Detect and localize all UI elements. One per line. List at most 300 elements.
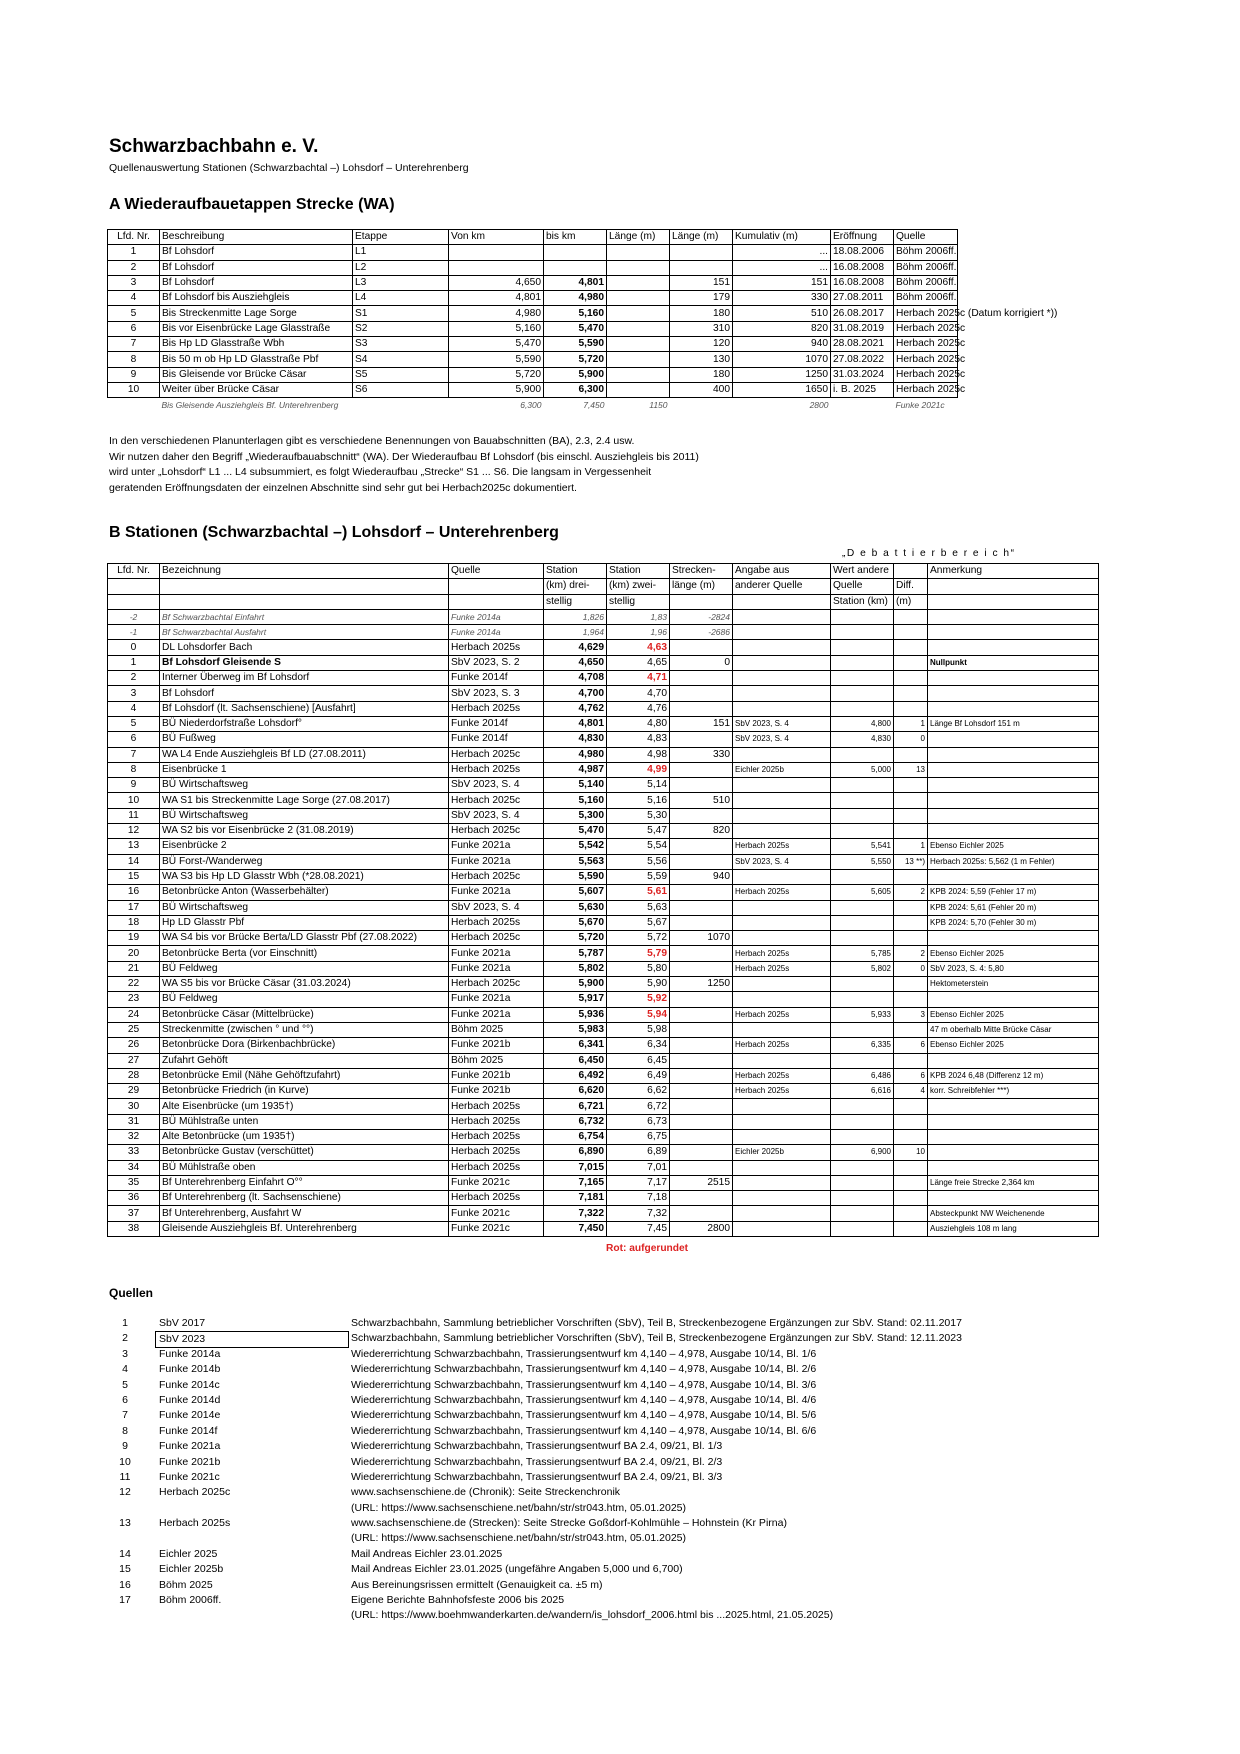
table-cell: 0 <box>894 732 928 747</box>
table-cell: Lfd. Nr. <box>108 230 160 245</box>
table-cell: 16 <box>108 885 160 900</box>
table-cell: Interner Überweg im Bf Lohsdorf <box>160 671 449 686</box>
table-cell: Herbach 2025s <box>733 1068 831 1083</box>
table-cell <box>670 732 733 747</box>
table-cell <box>670 1099 733 1114</box>
table-cell: 21 <box>108 961 160 976</box>
table-cell: BÜ Mühlstraße oben <box>160 1160 449 1175</box>
table-cell <box>733 1206 831 1221</box>
table-cell: Funke 2014a <box>449 609 544 624</box>
table-cell: 5,14 <box>607 778 670 793</box>
table-cell: 16.08.2008 <box>831 275 894 290</box>
table-cell: Ebenso Eichler 2025 <box>928 1007 1099 1022</box>
table-cell: 2 <box>894 885 928 900</box>
table-cell: 7,015 <box>544 1160 607 1175</box>
table-cell <box>894 900 928 915</box>
table-cell: 5,92 <box>607 992 670 1007</box>
table-cell: Funke 2021a <box>449 961 544 976</box>
table-cell: SbV 2023, S. 2 <box>449 655 544 670</box>
table-cell <box>733 1221 831 1236</box>
table-cell: 2 <box>894 946 928 961</box>
table-cell: 6,89 <box>607 1145 670 1160</box>
table-cell: 5,56 <box>607 854 670 869</box>
table-cell <box>894 625 928 640</box>
table-cell <box>831 977 894 992</box>
table-cell <box>670 671 733 686</box>
table-cell: 6,620 <box>544 1084 607 1099</box>
table-cell <box>670 1129 733 1144</box>
table-cell <box>733 778 831 793</box>
source-number: 10 <box>119 1455 131 1468</box>
table-cell: 6,73 <box>607 1114 670 1129</box>
table-cell: SbV 2023, S. 4 <box>449 900 544 915</box>
source-number: 4 <box>122 1363 128 1376</box>
table-cell <box>670 839 733 854</box>
table-cell: 6,75 <box>607 1129 670 1144</box>
source-description: Wiedererrichtung Schwarzbachbahn, Trassierungsentwurf BA 2.4, 09/21, Bl. 1/3 <box>351 1440 723 1453</box>
table-cell: Bezeichnung <box>160 564 449 579</box>
table-cell: 5,590 <box>544 337 607 352</box>
table-cell: Hp LD Glasstr Pbf <box>160 915 449 930</box>
table-cell <box>733 609 831 624</box>
table-cell: 310 <box>670 321 733 336</box>
table-row <box>108 977 1099 992</box>
table-cell: SbV 2023, S. 4: 5,80 <box>928 961 1099 976</box>
table-cell: korr. Schreibfehler ***) <box>928 1084 1099 1099</box>
table-cell: L3 <box>353 275 449 290</box>
table-cell <box>670 1068 733 1083</box>
table-row <box>108 1221 1099 1236</box>
table-cell: 6,492 <box>544 1068 607 1083</box>
table-cell: Funke 2021c <box>449 1175 544 1190</box>
table-cell: 179 <box>670 291 733 306</box>
table-cell: 5,607 <box>544 885 607 900</box>
table-cell <box>928 701 1099 716</box>
table-cell <box>160 594 449 609</box>
table-cell <box>928 1099 1099 1114</box>
table-cell: Von km <box>449 230 544 245</box>
source-key <box>159 1393 220 1408</box>
table-cell: WA S4 bis vor Brücke Berta/LD Glasstr Pbf (27.08.2022) <box>160 931 449 946</box>
table-row <box>108 640 1099 655</box>
table-cell: 5,670 <box>544 915 607 930</box>
table-cell <box>928 992 1099 1007</box>
table-cell: 6,900 <box>831 1145 894 1160</box>
table-cell: 5,79 <box>607 946 670 961</box>
table-cell: Betonbrücke Anton (Wasserbehälter) <box>160 885 449 900</box>
table-cell: Böhm 2025 <box>449 1053 544 1068</box>
table-cell <box>607 337 670 352</box>
table-cell <box>733 1114 831 1129</box>
table-cell: Länge freie Strecke 2,364 km <box>928 1175 1099 1190</box>
table-cell: 5,720 <box>544 931 607 946</box>
table-cell: 0 <box>894 961 928 976</box>
table-cell: 7,01 <box>607 1160 670 1175</box>
table-cell: 4,980 <box>544 291 607 306</box>
table-cell: (km) drei- <box>544 579 607 594</box>
source-number: 12 <box>119 1486 131 1499</box>
table-cell: 330 <box>733 291 831 306</box>
table-cell: S1 <box>353 306 449 321</box>
table-cell <box>831 778 894 793</box>
table-cell: 5,936 <box>544 1007 607 1022</box>
table-cell: 5,160 <box>449 321 544 336</box>
table-cell: 5,98 <box>607 1022 670 1037</box>
table-cell <box>928 1145 1099 1160</box>
table-cell <box>928 1053 1099 1068</box>
source-key-text: Herbach 2025s <box>159 1517 231 1530</box>
table-cell: Station <box>544 564 607 579</box>
table-cell <box>928 609 1099 624</box>
table-cell <box>733 1022 831 1037</box>
table-cell: KPB 2024: 5,61 (Fehler 20 m) <box>928 900 1099 915</box>
table-cell: 4,762 <box>544 701 607 716</box>
table-cell: 5,550 <box>831 854 894 869</box>
table-cell: BÜ Wirtschaftsweg <box>160 778 449 793</box>
table-cell: 5,470 <box>544 824 607 839</box>
source-key-text: Funke 2014e <box>159 1409 221 1422</box>
table-cell <box>670 1007 733 1022</box>
table-cell <box>670 1038 733 1053</box>
table-cell: SbV 2023, S. 4 <box>733 854 831 869</box>
table-cell: SbV 2023, S. 3 <box>449 686 544 701</box>
table-cell <box>733 931 831 946</box>
source-key <box>159 1408 220 1423</box>
table-cell: L4 <box>353 291 449 306</box>
table-cell: 36 <box>108 1191 160 1206</box>
table-cell: 3 <box>108 686 160 701</box>
sources-heading: Quellen <box>109 1286 154 1300</box>
source-number: 6 <box>122 1393 128 1406</box>
table-cell: L2 <box>353 260 449 275</box>
table-row <box>108 762 1099 777</box>
table-cell: 5,900 <box>544 367 607 382</box>
table-cell: (m) <box>894 594 928 609</box>
table-cell: 20 <box>108 946 160 961</box>
table-cell: S6 <box>353 382 449 397</box>
table-cell <box>607 367 670 382</box>
wa-table <box>107 229 1058 413</box>
table-cell <box>928 1160 1099 1175</box>
table-cell <box>928 793 1099 808</box>
table-cell: 7,45 <box>607 1221 670 1236</box>
table-cell: BÜ Mühlstraße unten <box>160 1114 449 1129</box>
table-cell <box>831 931 894 946</box>
table-cell: 5,933 <box>831 1007 894 1022</box>
table-cell <box>831 900 894 915</box>
source-key-text: Funke 2014a <box>159 1347 221 1360</box>
table-cell: 1 <box>108 655 160 670</box>
table-cell: 5,720 <box>449 367 544 382</box>
table-cell <box>607 352 670 367</box>
table-cell <box>108 594 160 609</box>
table-cell: 5,470 <box>449 337 544 352</box>
table-cell: Funke 2021c <box>449 1206 544 1221</box>
table-cell: Länge Bf Lohsdorf 151 m <box>928 716 1099 731</box>
table-cell: 7,322 <box>544 1206 607 1221</box>
table-cell: 940 <box>670 869 733 884</box>
table-cell: 120 <box>670 337 733 352</box>
table-cell: 1250 <box>670 977 733 992</box>
table-cell: SbV 2023, S. 4 <box>449 778 544 793</box>
table-row <box>108 306 958 321</box>
source-url: (URL: https://www.sachsenschiene.net/bahn/str/str043.htm, 05.01.2025) <box>351 1501 687 1514</box>
table-cell: Herbach 2025s <box>449 1145 544 1160</box>
table-cell <box>831 824 894 839</box>
table-cell: Hektometerstein <box>928 977 1099 992</box>
source-number: 7 <box>122 1409 128 1422</box>
table-cell: 18 <box>108 915 160 930</box>
table-cell: 5,90 <box>607 977 670 992</box>
source-description: Wiedererrichtung Schwarzbachbahn, Trassierungsentwurf km 4,140 – 4,978, Ausgabe 10/14, Bl. 3/6 <box>351 1378 817 1391</box>
table-cell <box>831 1053 894 1068</box>
table-cell: 7 <box>108 747 160 762</box>
table-cell <box>670 260 733 275</box>
table-cell: 2800 <box>670 1221 733 1236</box>
table-cell <box>894 977 928 992</box>
table-cell: Böhm 2006ff. <box>894 275 958 290</box>
table-cell: Ebenso Eichler 2025 <box>928 1038 1099 1053</box>
source-description: Wiedererrichtung Schwarzbachbahn, Trassierungsentwurf km 4,140 – 4,978, Ausgabe 10/14, Bl. 5/6 <box>351 1409 817 1422</box>
table-cell <box>607 260 670 275</box>
source-url: (URL: https://www.boehmwanderkarten.de/wandern/is_lohsdorf_2006.html bis ...2025.html, 21.05.2025) <box>351 1609 834 1622</box>
table-cell: Bf Unterehrenberg, Ausfahrt W <box>160 1206 449 1221</box>
table-cell <box>831 1206 894 1221</box>
table-cell: 5,590 <box>544 869 607 884</box>
table-cell: 1,83 <box>607 609 670 624</box>
table-cell: 5,000 <box>831 762 894 777</box>
table-cell: -1 <box>108 625 160 640</box>
table-cell: Bf Unterehrenberg Einfahrt O°° <box>160 1175 449 1190</box>
table-cell <box>670 1022 733 1037</box>
table-cell: WA S5 bis vor Brücke Cäsar (31.03.2024) <box>160 977 449 992</box>
table-cell: 151 <box>733 275 831 290</box>
source-description: Wiedererrichtung Schwarzbachbahn, Trassierungsentwurf km 4,140 – 4,978, Ausgabe 10/14, Bl. 6/6 <box>351 1424 817 1437</box>
table-cell: länge (m) <box>670 579 733 594</box>
table-cell <box>544 260 607 275</box>
table-cell <box>831 701 894 716</box>
source-key <box>159 1347 220 1362</box>
table-cell: ... <box>733 245 831 260</box>
table-cell: BÜ Forst-/Wanderweg <box>160 854 449 869</box>
table-cell <box>733 671 831 686</box>
table-cell: BÜ Fußweg <box>160 732 449 747</box>
table-cell: Herbach 2025s: 5,562 (1 m Fehler) <box>928 854 1099 869</box>
table-row <box>108 885 1099 900</box>
table-row <box>108 245 958 260</box>
table-cell: 4,629 <box>544 640 607 655</box>
source-description: Schwarzbachbahn, Sammlung betrieblicher Vorschriften (SbV), Teil B, Streckenbezogene Ergänzungen zur SbV. Stand: 12.11.2023 <box>351 1332 962 1345</box>
table-cell <box>670 245 733 260</box>
table-cell: 9 <box>108 778 160 793</box>
source-key <box>159 1316 205 1331</box>
table-row <box>108 260 958 275</box>
source-url: (URL: https://www.sachsenschiene.net/bahn/str/str043.htm, 05.01.2025) <box>351 1532 687 1545</box>
table-cell: 27 <box>108 1053 160 1068</box>
table-cell: 4,801 <box>449 291 544 306</box>
table-cell: 4,708 <box>544 671 607 686</box>
stations-table <box>107 563 1099 1237</box>
table-cell: 13 <box>108 839 160 854</box>
table-cell: 4,80 <box>607 716 670 731</box>
table-cell: 28 <box>108 1068 160 1083</box>
table-cell <box>928 686 1099 701</box>
table-cell: Funke 2021a <box>449 992 544 1007</box>
table-cell: 28.08.2021 <box>831 337 894 352</box>
table-cell: 4,980 <box>449 306 544 321</box>
table-cell <box>831 1099 894 1114</box>
table-cell: Funke 2021a <box>449 946 544 961</box>
source-description: www.sachsenschiene.de (Strecken): Seite Strecke Goßdorf-Kohlmühle – Hohnstein (Kr Pirna) <box>351 1517 787 1530</box>
table-cell: Herbach 2025s <box>733 839 831 854</box>
table-cell: 32 <box>108 1129 160 1144</box>
table-cell <box>733 1053 831 1068</box>
table-cell <box>607 306 670 321</box>
table-cell: Betonbrücke Friedrich (in Kurve) <box>160 1084 449 1099</box>
table-cell <box>670 1084 733 1099</box>
paragraph-line: geratenden Eröffnungsdaten der einzelnen Abschnitte sind sehr gut bei Herbach2025c dokumentiert. <box>109 481 577 494</box>
table-cell: 5,80 <box>607 961 670 976</box>
table-row <box>108 1022 1099 1037</box>
table-cell <box>733 824 831 839</box>
table-cell: Bf Lohsdorf Gleisende S <box>160 655 449 670</box>
table-cell: 1 <box>108 245 160 260</box>
table-cell <box>831 686 894 701</box>
table-cell: 400 <box>670 382 733 397</box>
table-cell: Bis vor Eisenbrücke Lage Glasstraße <box>160 321 353 336</box>
table-cell: S2 <box>353 321 449 336</box>
table-cell: 7,181 <box>544 1191 607 1206</box>
table-header-row <box>108 230 958 245</box>
source-number: 9 <box>122 1440 128 1453</box>
table-row <box>108 869 1099 884</box>
table-cell: L1 <box>353 245 449 260</box>
table-cell: Herbach 2025s <box>449 762 544 777</box>
table-cell: 5,590 <box>449 352 544 367</box>
table-cell: Eisenbrücke 2 <box>160 839 449 854</box>
table-cell: WA S2 bis vor Eisenbrücke 2 (31.08.2019) <box>160 824 449 839</box>
table-cell: 6,49 <box>607 1068 670 1083</box>
source-description: Wiedererrichtung Schwarzbachbahn, Trassierungsentwurf km 4,140 – 4,978, Ausgabe 10/14, Bl. 4/6 <box>351 1393 817 1406</box>
source-number: 2 <box>122 1332 128 1345</box>
table-cell <box>733 1191 831 1206</box>
table-row <box>108 793 1099 808</box>
table-cell <box>831 1114 894 1129</box>
table-cell: 18.08.2006 <box>831 245 894 260</box>
table-cell <box>831 1129 894 1144</box>
table-cell: 4,700 <box>544 686 607 701</box>
table-cell: Streckenmitte (zwischen ° und °°) <box>160 1022 449 1037</box>
table-cell: 5 <box>108 716 160 731</box>
source-key-text: SbV 2017 <box>159 1317 206 1329</box>
table-cell: 5,94 <box>607 1007 670 1022</box>
table-cell: 4,70 <box>607 686 670 701</box>
table-cell: 5,720 <box>544 352 607 367</box>
table-cell: 29 <box>108 1084 160 1099</box>
table-cell: 34 <box>108 1160 160 1175</box>
table-cell <box>894 931 928 946</box>
table-cell <box>894 564 928 579</box>
table-cell: 12 <box>108 824 160 839</box>
table-cell: 14 <box>108 854 160 869</box>
table-row <box>108 1160 1099 1175</box>
table-cell: Angabe aus <box>733 564 831 579</box>
table-cell: Herbach 2025c <box>449 931 544 946</box>
table-cell <box>733 793 831 808</box>
table-cell: 5,917 <box>544 992 607 1007</box>
source-description: www.sachsenschiene.de (Chronik): Seite Streckenchronik <box>351 1486 621 1499</box>
table-row <box>108 839 1099 854</box>
table-row <box>108 655 1099 670</box>
table-cell: 180 <box>670 367 733 382</box>
table-cell: 4,830 <box>544 732 607 747</box>
table-cell: 11 <box>108 808 160 823</box>
table-footer-row <box>108 398 958 413</box>
table-cell: Bis Hp LD Glasstraße Wbh <box>160 337 353 352</box>
table-cell <box>108 398 160 413</box>
table-cell: Funke 2021a <box>449 885 544 900</box>
table-cell: Funke 2021a <box>449 1007 544 1022</box>
table-row <box>108 1007 1099 1022</box>
table-row <box>108 732 1099 747</box>
source-number: 13 <box>119 1517 131 1530</box>
table-cell: S4 <box>353 352 449 367</box>
table-cell: 10 <box>894 1145 928 1160</box>
table-cell: 22 <box>108 977 160 992</box>
table-cell: 4,650 <box>449 275 544 290</box>
table-cell <box>831 625 894 640</box>
source-key <box>159 1485 230 1500</box>
table-cell <box>670 1053 733 1068</box>
paragraph-line: Wir nutzen daher den Begriff „Wiederaufbauabschnitt“ (WA). Der Wiederaufbau Bf Lohsdorf (bis einschl. Ausziehgleis bis 2011) <box>109 450 699 463</box>
table-cell: Herbach 2025s <box>733 1007 831 1022</box>
table-cell <box>894 1129 928 1144</box>
table-row <box>108 321 958 336</box>
table-cell: 4,801 <box>544 275 607 290</box>
table-cell: Wert andere <box>831 564 894 579</box>
table-cell: 4 <box>108 291 160 306</box>
table-cell: S3 <box>353 337 449 352</box>
table-cell: Herbach 2025c <box>449 793 544 808</box>
table-cell: 13 **) <box>894 854 928 869</box>
table-cell: Herbach 2025c (Datum korrigiert *)) <box>894 306 958 321</box>
table-cell: Betonbrücke Gustav (verschüttet) <box>160 1145 449 1160</box>
table-cell <box>353 398 449 413</box>
table-cell <box>831 640 894 655</box>
source-description: Mail Andreas Eichler 23.01.2025 <box>351 1547 503 1560</box>
source-description: Wiedererrichtung Schwarzbachbahn, Trassierungsentwurf BA 2.4, 09/21, Bl. 2/3 <box>351 1455 723 1468</box>
table-row <box>108 1145 1099 1160</box>
table-cell <box>733 900 831 915</box>
table-row <box>108 337 958 352</box>
table-cell <box>831 398 894 413</box>
table-cell <box>607 382 670 397</box>
table-cell: 6 <box>108 732 160 747</box>
table-cell: 7,165 <box>544 1175 607 1190</box>
table-cell: Herbach 2025c <box>449 824 544 839</box>
table-cell: 27.08.2011 <box>831 291 894 306</box>
table-cell: Nullpunkt <box>928 655 1099 670</box>
source-number: 1 <box>122 1317 128 1329</box>
table-cell <box>670 900 733 915</box>
table-cell: 4 <box>108 701 160 716</box>
table-cell <box>733 625 831 640</box>
table-cell: 6,72 <box>607 1099 670 1114</box>
table-cell: 2 <box>108 260 160 275</box>
table-row <box>108 716 1099 731</box>
table-cell <box>894 824 928 839</box>
table-cell: 27.08.2022 <box>831 352 894 367</box>
